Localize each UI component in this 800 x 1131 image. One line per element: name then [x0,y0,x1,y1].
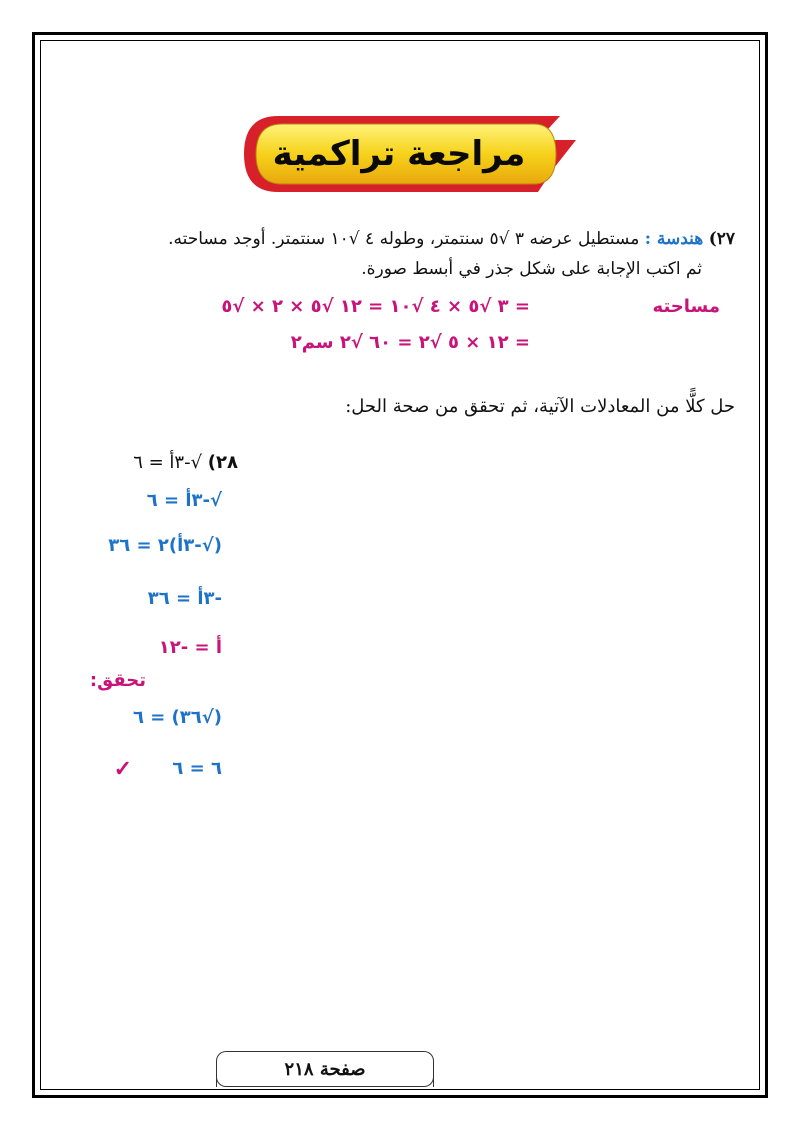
solution-step-1: √-٣أ = ٦ [146,490,222,511]
question-28-given [133,452,238,473]
question-27-line1 [55,228,735,252]
question-28-equation: √-٣أ = ٦ [133,452,203,473]
instruction-text: حل كلًّا من المعادلات الآتية، ثم تحقق من صحة الحل: [345,396,735,417]
question-27-number: ٢٧) [708,229,735,249]
question-27-text: مستطيل عرضه ٣ √٥ سنتمتر، وطوله ٤ √١٠ سنتمتر. أوجد مساحته. [168,229,640,249]
question-27-line2: ثم اكتب الإجابة على شكل جذر في أبسط صورة. [361,259,702,279]
solution-step-3: -٣أ = ٣٦ [147,588,222,609]
check-step-1: (√٣٦) = ٦ [132,707,222,728]
check-mark-icon: ✓ [113,756,132,782]
area-step-2: = ١٢ × ٥ √٢ = ٦٠ √٢ سم٢ [290,332,530,353]
solution-step-4: أ = -١٢ [158,637,222,658]
area-step-1: = ٣ √٥ × ٤ √١٠ = ١٢ √٥ × ٢ × √٥ [221,296,530,317]
check-step-2: ٦ = ٦ [172,758,222,779]
question-27-topic: هندسة : [644,229,704,249]
page-number: صفحة ٢١٨ [284,1059,366,1080]
section-banner [238,110,578,198]
solution-step-2: (√-٣أ)٢ = ٣٦ [108,535,222,556]
question-28-number: ٢٨) [207,452,238,473]
check-label: تحقق: [89,670,146,691]
area-label: مساحته [652,296,720,317]
banner-title: مراجعة تراكمية [272,134,526,174]
page-number-box [216,1051,434,1087]
